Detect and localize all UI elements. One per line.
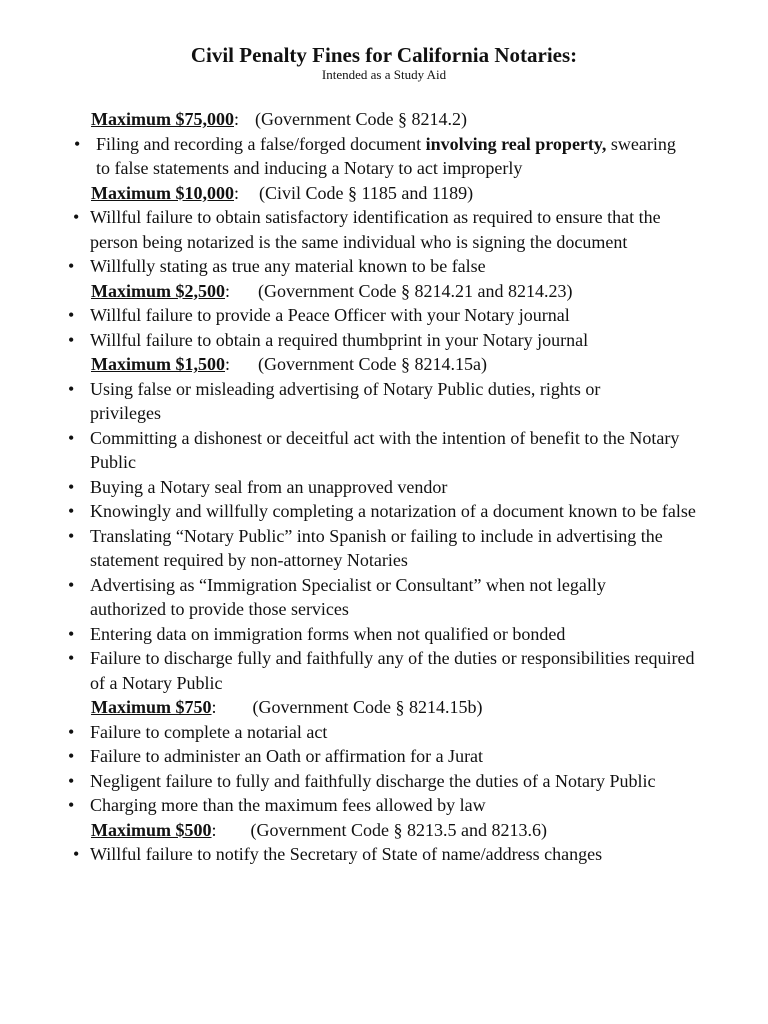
- penalty-code: (Government Code § 8214.21 and 8214.23): [258, 280, 573, 301]
- penalty-heading: Maximum $75,000: (Government Code § 8214.2): [0, 107, 768, 132]
- bold-phrase: involving real property,: [425, 133, 607, 154]
- penalty-amount: Maximum $1,500: [91, 354, 225, 374]
- penalty-item: • Willfully stating as true any material known to be false: [0, 254, 768, 279]
- penalty-item: • Willful failure to provide a Peace Officer with your Notary journal: [0, 303, 768, 328]
- penalty-item: • Willful failure to notify the Secretary of State of name/address changes: [0, 842, 768, 867]
- penalty-amount: Maximum $10,000: [91, 182, 234, 203]
- penalty-code: (Government Code § 8214.15b): [252, 697, 483, 717]
- penalty-amount: Maximum $750: [91, 697, 212, 717]
- penalty-code: (Government Code § 8214.15a): [258, 354, 487, 374]
- penalty-heading: Maximum $10,000: (Civil Code § 1185 and 1189): [0, 181, 768, 206]
- penalty-heading: Maximum $750: (Government Code § 8214.15b): [0, 695, 768, 720]
- penalty-amount: Maximum $75,000: [91, 109, 234, 129]
- penalty-item: • Knowingly and willfully completing a notarization of a document known to be false: [0, 499, 768, 524]
- penalty-heading: Maximum $500: (Government Code § 8213.5 and 8213.6): [0, 818, 768, 843]
- document-subtitle: Intended as a Study Aid: [321, 67, 447, 82]
- penalty-item: • Failure to discharge fully and faithfully any of the duties or responsibilities required of a Notary Public: [0, 646, 768, 695]
- penalty-item: • Using false or misleading advertising of Notary Public duties, rights or privileges: [0, 377, 768, 426]
- penalty-item: • Buying a Notary seal from an unapproved vendor: [0, 475, 768, 500]
- penalty-code: (Government Code § 8214.2): [255, 109, 467, 129]
- penalty-list: [0, 107, 768, 867]
- penalty-item: • Advertising as “Immigration Specialist or Consultant” when not legally authorized to provide those services: [0, 573, 768, 622]
- penalty-item: • Charging more than the maximum fees allowed by law: [0, 793, 768, 818]
- penalty-code: (Civil Code § 1185 and 1189): [259, 182, 474, 203]
- penalty-item: • Willful failure to obtain a required thumbprint in your Notary journal: [0, 328, 768, 353]
- penalty-heading: Maximum $2,500: (Government Code § 8214.21 and 8214.23): [0, 279, 768, 304]
- penalty-item: • Filing and recording a false/forged document involving real property, swearing to false statements and inducing a Notary to act improperly: [0, 132, 768, 181]
- penalty-item: • Failure to administer an Oath or affirmation for a Jurat: [0, 744, 768, 769]
- penalty-item: • Failure to complete a notarial act: [0, 720, 768, 745]
- penalty-item: • Negligent failure to fully and faithfully discharge the duties of a Notary Public: [0, 769, 768, 794]
- document-title: Civil Penalty Fines for California Notaries:: [190, 43, 578, 67]
- penalty-item: • Willful failure to obtain satisfactory identification as required to ensure that the person being notarized is the same individual who is signing the document: [0, 205, 768, 254]
- penalty-amount: Maximum $2,500: [91, 280, 225, 301]
- penalty-item: • Entering data on immigration forms when not qualified or bonded: [0, 622, 768, 647]
- penalty-amount: Maximum $500: [91, 819, 212, 840]
- penalty-item: • Translating “Notary Public” into Spanish or failing to include in advertising the statement required by non-attorney Notaries: [0, 524, 768, 573]
- penalty-code: (Government Code § 8213.5 and 8213.6): [250, 819, 547, 840]
- penalty-heading: Maximum $1,500: (Government Code § 8214.15a): [0, 352, 768, 377]
- penalty-item: • Committing a dishonest or deceitful act with the intention of benefit to the Notary Public: [0, 426, 768, 475]
